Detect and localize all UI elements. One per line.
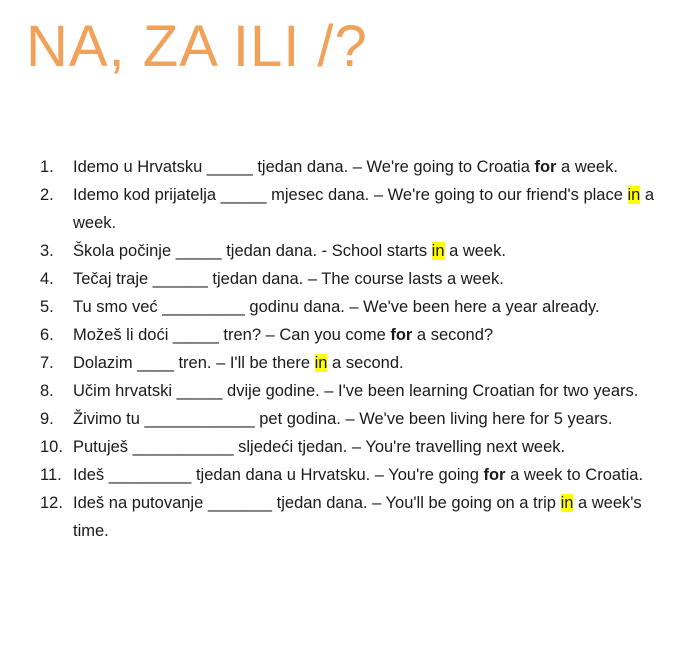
text-segment: a week. xyxy=(73,186,655,232)
item-text xyxy=(73,354,404,372)
item-number: 6. xyxy=(40,326,54,344)
highlighted-word: in xyxy=(314,354,328,372)
text-segment: a second. xyxy=(327,354,404,372)
list-item xyxy=(40,461,670,489)
page-title: NA, ZA ILI /? xyxy=(26,14,368,79)
text-segment: a week's time. xyxy=(73,494,642,540)
list-item xyxy=(40,349,670,377)
bold-word: for xyxy=(483,466,506,484)
item-number: 1. xyxy=(40,158,54,176)
item-number: 8. xyxy=(40,382,54,400)
item-text xyxy=(73,410,612,428)
item-number: 12. xyxy=(40,494,63,512)
text-segment: Tu smo već _________ godinu dana. – We've been here a year already. xyxy=(73,298,600,316)
highlighted-word: in xyxy=(627,186,641,204)
exercise-list xyxy=(40,153,670,545)
bold-word: for xyxy=(390,326,413,344)
list-item xyxy=(40,153,670,181)
list-item xyxy=(40,321,670,349)
text-segment: Škola počinje _____ tjedan dana. - School starts xyxy=(73,242,432,260)
text-segment: a second? xyxy=(412,326,494,344)
item-text xyxy=(73,158,618,176)
item-text xyxy=(73,466,643,484)
list-item xyxy=(40,405,670,433)
item-text xyxy=(73,494,642,540)
list-item xyxy=(40,181,670,237)
item-text xyxy=(73,186,654,232)
text-segment: a week to Croatia. xyxy=(505,466,644,484)
item-number: 10. xyxy=(40,438,63,456)
item-text xyxy=(73,326,493,344)
list-item xyxy=(40,237,670,265)
text-segment: a week. xyxy=(444,242,506,260)
list-item xyxy=(40,377,670,405)
list-item xyxy=(40,265,670,293)
text-segment: Idemo u Hrvatsku _____ tjedan dana. – We're going to Croatia xyxy=(73,158,535,176)
item-number: 2. xyxy=(40,186,54,204)
item-number: 11. xyxy=(40,466,62,484)
item-number: 4. xyxy=(40,270,54,288)
text-segment: Živimo tu ____________ pet godina. – We've been living here for 5 years. xyxy=(73,410,613,428)
item-number: 3. xyxy=(40,242,54,260)
text-segment: Putuješ ___________ sljedeći tjedan. – You're travelling next week. xyxy=(73,438,566,456)
text-segment: Možeš li doći _____ tren? – Can you come xyxy=(73,326,391,344)
list-item xyxy=(40,433,670,461)
text-segment: Ideš _________ tjedan dana u Hrvatsku. – You're going xyxy=(73,466,484,484)
item-text xyxy=(73,242,506,260)
item-text xyxy=(73,270,504,288)
highlighted-word: in xyxy=(431,242,445,260)
item-text xyxy=(73,298,600,316)
text-segment: a week. xyxy=(556,158,618,176)
item-number: 7. xyxy=(40,354,54,372)
bold-word: for xyxy=(534,158,557,176)
text-segment: Ideš na putovanje _______ tjedan dana. – You'll be going on a trip xyxy=(73,494,561,512)
item-number: 9. xyxy=(40,410,54,428)
item-number: 5. xyxy=(40,298,54,316)
list-item xyxy=(40,489,670,545)
text-segment: Tečaj traje ______ tjedan dana. – The course lasts a week. xyxy=(73,270,504,288)
item-text xyxy=(73,382,638,400)
list-item xyxy=(40,293,670,321)
text-segment: Učim hrvatski _____ dvije godine. – I've been learning Croatian for two years. xyxy=(73,382,639,400)
text-segment: Idemo kod prijatelja _____ mjesec dana. – We're going to our friend's place xyxy=(73,186,628,204)
item-text xyxy=(73,438,565,456)
text-segment: Dolazim ____ tren. – I'll be there xyxy=(73,354,315,372)
highlighted-word: in xyxy=(560,494,574,512)
